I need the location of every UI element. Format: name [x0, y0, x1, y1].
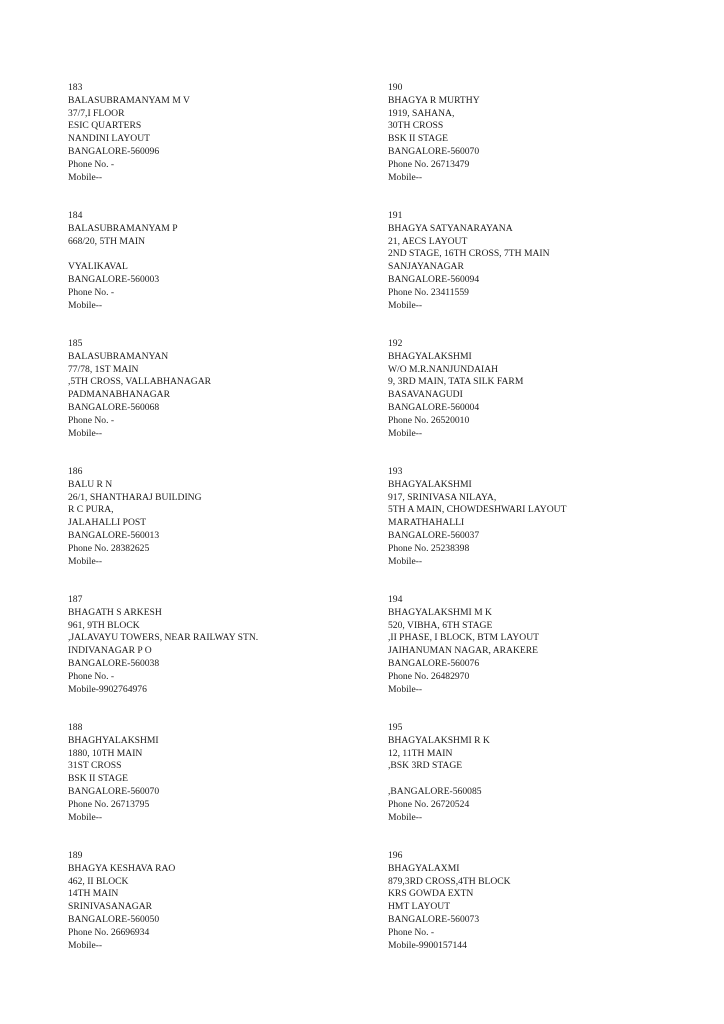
address-line-2: 9, 3RD MAIN, TATA SILK FARM [388, 376, 524, 388]
mobile-number: Mobile-- [388, 427, 423, 439]
mobile-number: Mobile-- [388, 299, 423, 311]
entry-number: 185 [68, 338, 83, 349]
entry-number: 184 [68, 210, 83, 221]
address-line-2: 5TH A MAIN, CHOWDESHWARI LAYOUT [388, 504, 567, 516]
entry-name: BHAGATH S ARKESH [68, 606, 162, 618]
address-line-1: 668/20, 5TH MAIN [68, 235, 146, 247]
phone-number: Phone No. - [68, 286, 115, 298]
address-line-1: 12, 11TH MAIN [388, 747, 453, 759]
entry-name: BALASUBRAMANYAM P [68, 222, 178, 234]
address-line-1: 1919, SAHANA, [388, 107, 455, 119]
address-line-3: SANJAYANAGAR [388, 261, 464, 273]
entry-number: 194 [388, 594, 403, 605]
address-line-1: 1880, 10TH MAIN [68, 747, 143, 759]
address-line-3: NANDINI LAYOUT [68, 133, 150, 145]
address-line-3: JAIHANUMAN NAGAR, ARAKERE [388, 645, 539, 657]
mobile-number: Mobile-- [68, 299, 103, 311]
left-column [68, 82, 368, 978]
city-pin: BANGALORE-560096 [68, 145, 160, 157]
address-line-1: 21, AECS LAYOUT [388, 235, 468, 247]
address-line-2: R C PURA, [68, 504, 114, 516]
address-line-3: VYALIKAVAL [68, 261, 128, 273]
address-line-3 [388, 773, 698, 786]
mobile-number: Mobile-- [68, 171, 103, 183]
city-pin: BANGALORE-560013 [68, 529, 160, 541]
mobile-number: Mobile-- [68, 939, 103, 951]
phone-number: Phone No. 26713479 [388, 158, 470, 170]
address-line-2: 30TH CROSS [388, 120, 444, 132]
entry-number: 192 [388, 338, 403, 349]
city-pin: BANGALORE-560094 [388, 273, 480, 285]
directory-entry [388, 722, 698, 850]
directory-entry [68, 594, 368, 722]
address-line-2: ,II PHASE, I BLOCK, BTM LAYOUT [388, 632, 540, 644]
entry-name: BALASUBRAMANYAN [68, 350, 169, 362]
phone-number: Phone No. 26696934 [68, 926, 150, 938]
address-line-3: MARATHAHALLI [388, 517, 465, 529]
directory-entry [388, 338, 698, 466]
directory-entry [388, 210, 698, 338]
entry-name: BHAGYALAKSHMI M K [388, 606, 492, 618]
city-pin: BANGALORE-560038 [68, 657, 160, 669]
entry-name: BHAGYA SATYANARAYANA [388, 222, 513, 234]
phone-number: Phone No. 28382625 [68, 542, 150, 554]
phone-number: Phone No. 25238398 [388, 542, 470, 554]
address-line-2: 2ND STAGE, 16TH CROSS, 7TH MAIN [388, 248, 550, 260]
address-line-2: 14TH MAIN [68, 888, 119, 900]
directory-entry [68, 466, 368, 594]
entry-number: 196 [388, 850, 403, 861]
address-line-2 [68, 248, 368, 261]
phone-number: Phone No. 26482970 [388, 670, 470, 682]
mobile-number: Mobile-- [68, 427, 103, 439]
mobile-number: Mobile-9900157144 [388, 939, 467, 951]
address-line-1: 520, VIBHA, 6TH STAGE [388, 619, 493, 631]
entry-name: BHAGYALAKSHMI [388, 350, 472, 362]
entry-number: 190 [388, 82, 403, 93]
directory-entry [68, 82, 368, 210]
entry-number: 187 [68, 594, 83, 605]
directory-entry [68, 722, 368, 850]
entry-number: 193 [388, 466, 403, 477]
phone-number: Phone No. - [388, 926, 435, 938]
address-line-3: BASAVANAGUDI [388, 389, 463, 401]
city-pin: BANGALORE-560037 [388, 529, 480, 541]
city-pin: BANGALORE-560004 [388, 401, 480, 413]
city-pin: BANGALORE-560068 [68, 401, 160, 413]
address-line-1: 462, II BLOCK [68, 875, 129, 887]
entry-number: 195 [388, 722, 403, 733]
phone-number: Phone No. - [68, 414, 115, 426]
entry-name: BHAGYALAKSHMI R K [388, 734, 490, 746]
directory-entry [68, 338, 368, 466]
phone-number: Phone No. - [68, 158, 115, 170]
phone-number: Phone No. 26720524 [388, 798, 470, 810]
city-pin: BANGALORE-560076 [388, 657, 480, 669]
city-pin: ,BANGALORE-560085 [388, 785, 482, 797]
mobile-number: Mobile-9902764976 [68, 683, 147, 695]
address-line-1: 917, SRINIVASA NILAYA, [388, 491, 497, 503]
entry-number: 191 [388, 210, 403, 221]
address-line-2: ,5TH CROSS, VALLABHANAGAR [68, 376, 212, 388]
address-line-3: SRINIVASANAGAR [68, 901, 153, 913]
entry-name: BHAGHYALAKSHMI [68, 734, 159, 746]
mobile-number: Mobile-- [388, 555, 423, 567]
phone-number: Phone No. 26520010 [388, 414, 470, 426]
city-pin: BANGALORE-560050 [68, 913, 160, 925]
entry-name: BALU R N [68, 478, 113, 490]
city-pin: BANGALORE-560070 [388, 145, 480, 157]
entry-name: BALASUBRAMANYAM M V [68, 94, 190, 106]
entry-number: 189 [68, 850, 83, 861]
entry-number: 183 [68, 82, 83, 93]
entry-name: BHAGYA KESHAVA RAO [68, 862, 176, 874]
directory-entry [388, 466, 698, 594]
address-line-2: ,JALAVAYU TOWERS, NEAR RAILWAY STN. [68, 632, 259, 644]
phone-number: Phone No. - [68, 670, 115, 682]
entry-name: BHAGYALAXMI [388, 862, 460, 874]
address-line-2: ,BSK 3RD STAGE [388, 760, 463, 772]
mobile-number: Mobile-- [68, 555, 103, 567]
mobile-number: Mobile-- [388, 171, 423, 183]
address-line-2: KRS GOWDA EXTN [388, 888, 474, 900]
city-pin: BANGALORE-560070 [68, 785, 160, 797]
address-line-3: BSK II STAGE [68, 773, 128, 785]
phone-number: Phone No. 23411559 [388, 286, 469, 298]
directory-entry [68, 210, 368, 338]
address-line-2: ESIC QUARTERS [68, 120, 142, 132]
city-pin: BANGALORE-560003 [68, 273, 160, 285]
mobile-number: Mobile-- [68, 811, 103, 823]
mobile-number: Mobile-- [388, 811, 423, 823]
entry-name: BHAGYALAKSHMI [388, 478, 472, 490]
mobile-number: Mobile-- [388, 683, 423, 695]
address-line-1: 77/78, 1ST MAIN [68, 363, 139, 375]
address-line-1: W/O M.R.NANJUNDAIAH [388, 363, 499, 375]
address-line-3: JALAHALLI POST [68, 517, 147, 529]
address-line-3: INDIVANAGAR P O [68, 645, 152, 657]
directory-entry [388, 594, 698, 722]
right-column [388, 82, 698, 978]
city-pin: BANGALORE-560073 [388, 913, 480, 925]
directory-entry [68, 850, 368, 978]
address-line-3: HMT LAYOUT [388, 901, 451, 913]
directory-entry [388, 850, 698, 978]
address-line-2: 31ST CROSS [68, 760, 122, 772]
address-line-1: 879,3RD CROSS,4TH BLOCK [388, 875, 511, 887]
address-line-3: BSK II STAGE [388, 133, 448, 145]
entry-name: BHAGYA R MURTHY [388, 94, 480, 106]
address-line-1: 26/1, SHANTHARAJ BUILDING [68, 491, 202, 503]
entry-number: 186 [68, 466, 83, 477]
entry-number: 188 [68, 722, 83, 733]
address-line-1: 961, 9TH BLOCK [68, 619, 140, 631]
address-line-1: 37/7,I FLOOR [68, 107, 125, 119]
directory-entry [388, 82, 698, 210]
address-line-3: PADMANABHANAGAR [68, 389, 170, 401]
phone-number: Phone No. 26713795 [68, 798, 150, 810]
